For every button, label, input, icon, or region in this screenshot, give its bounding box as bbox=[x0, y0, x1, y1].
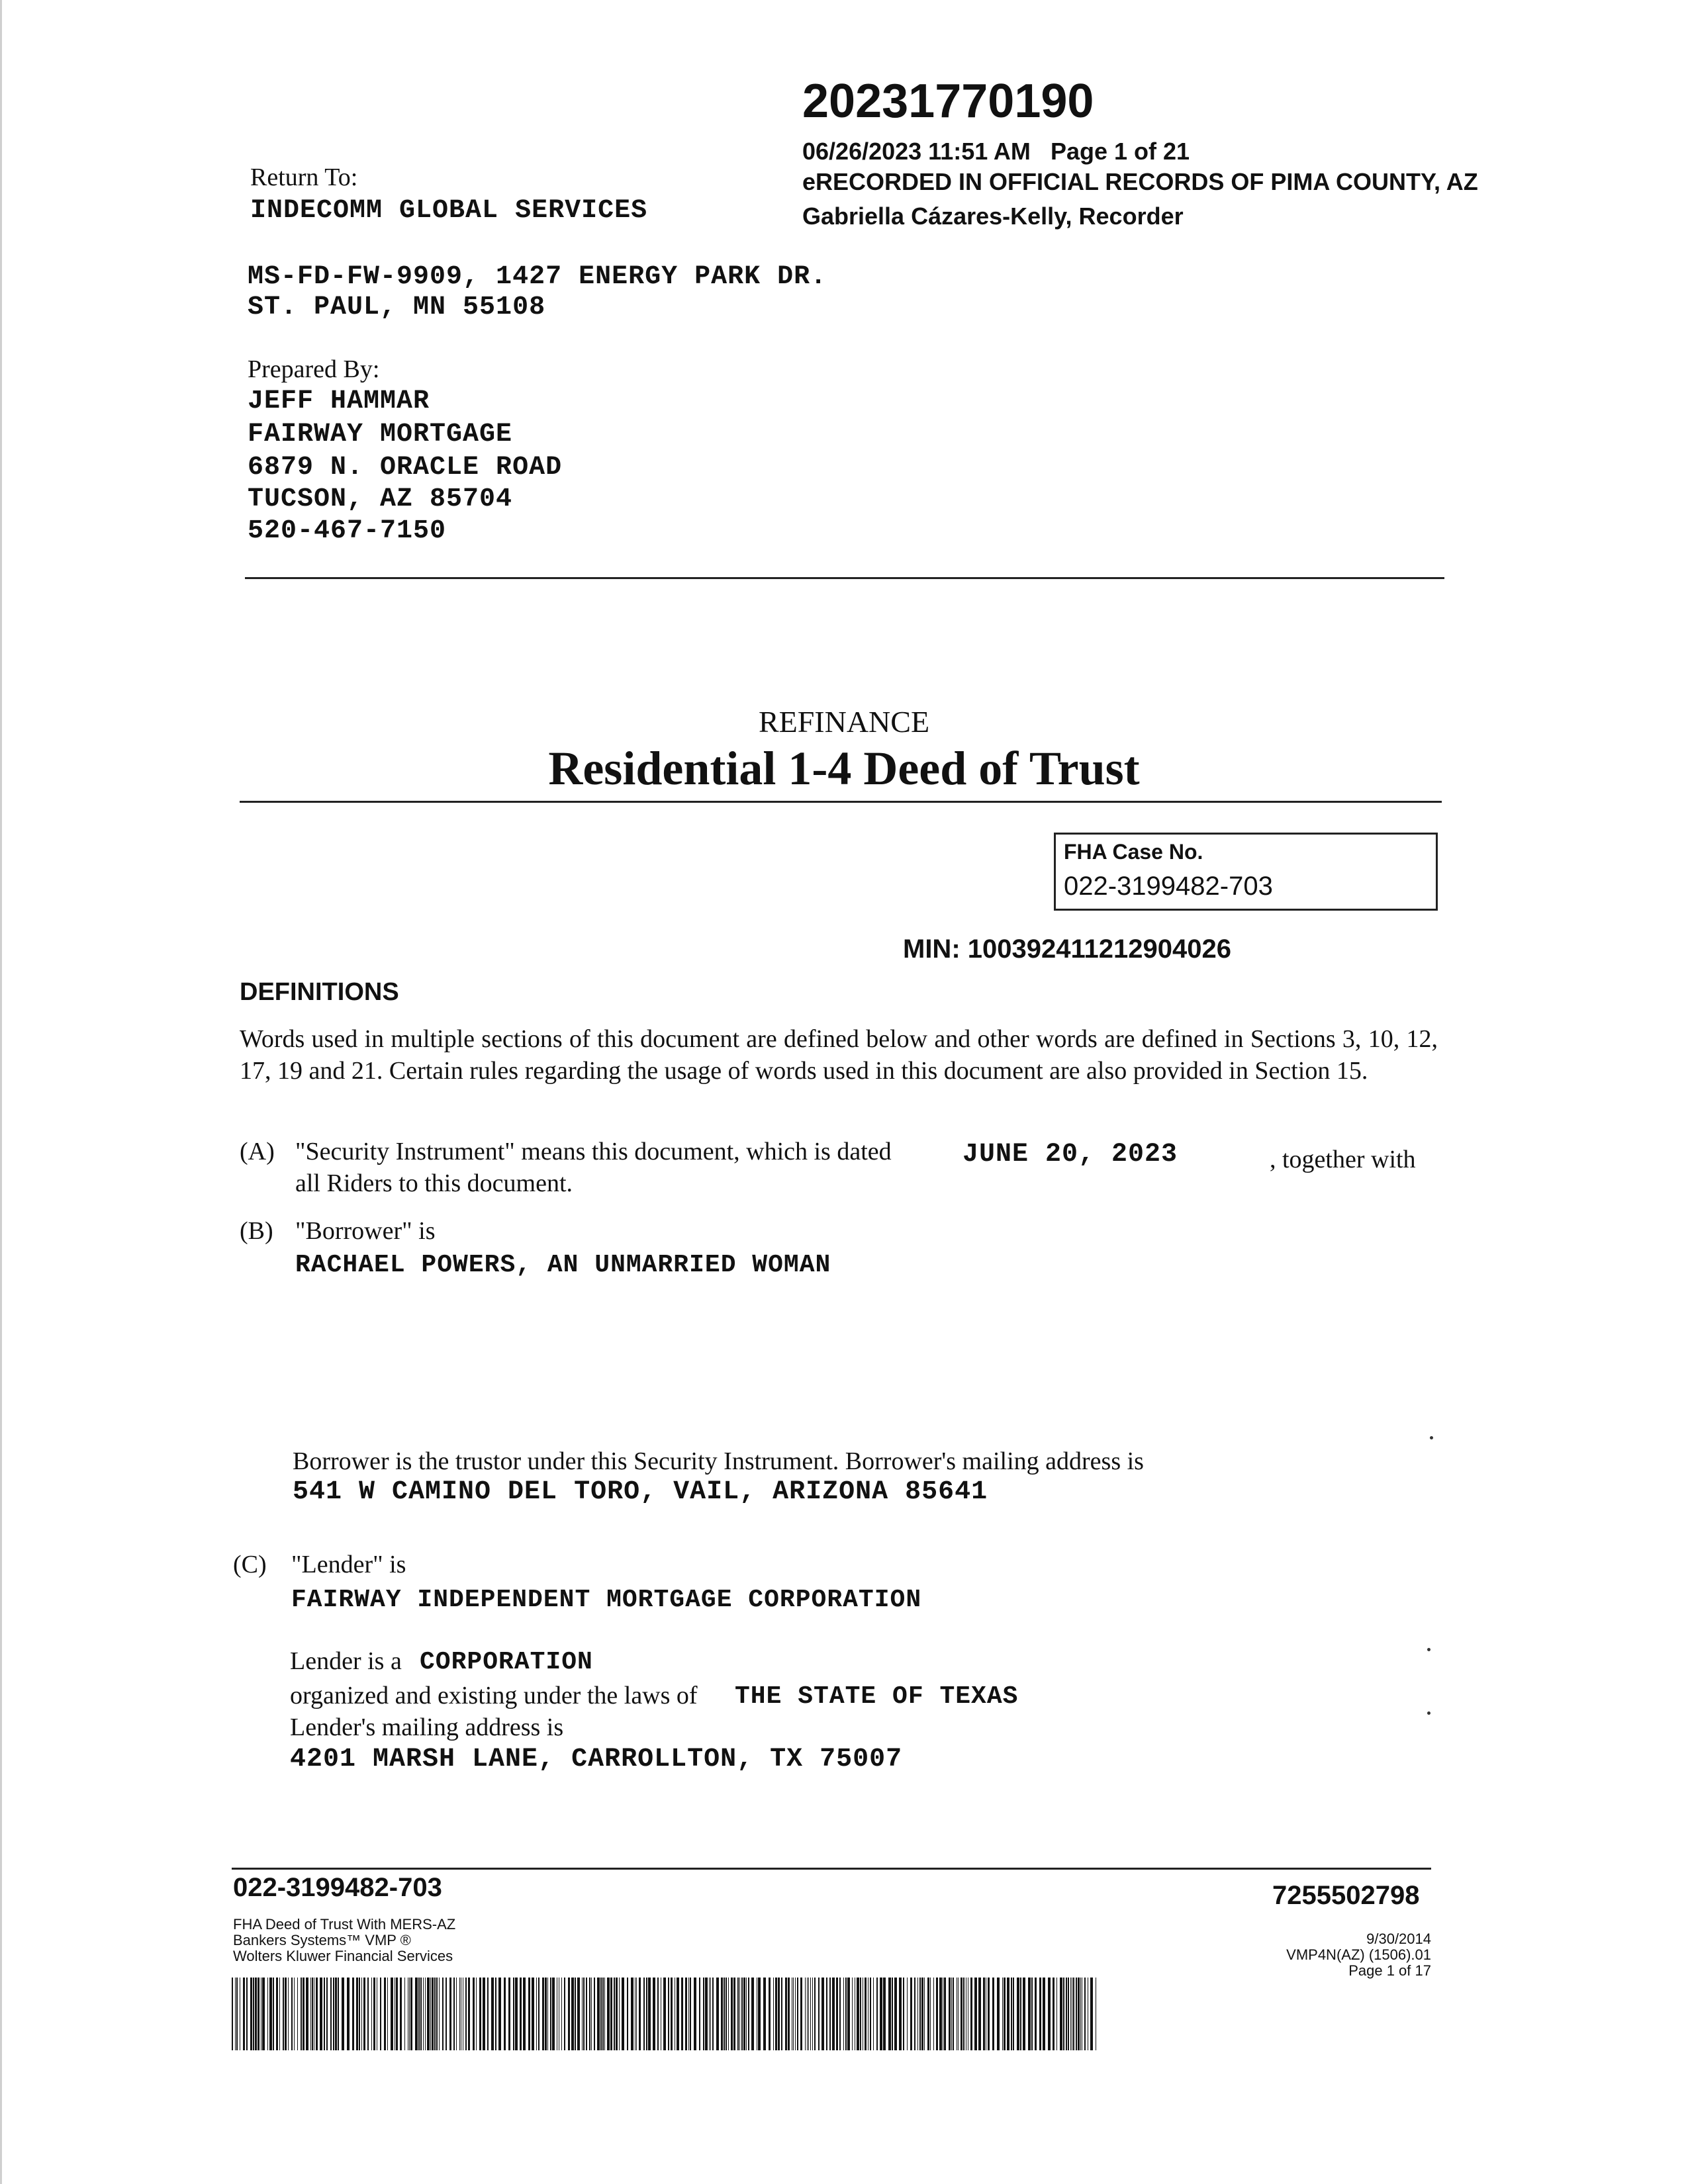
recording-datetime-line bbox=[802, 138, 1190, 165]
footer-form-line1: FHA Deed of Trust With MERS-AZ bbox=[233, 1916, 456, 1933]
footer-form-code: VMP4N(AZ) (1506).01 bbox=[1286, 1946, 1431, 1963]
definitions-intro: Words used in multiple sections of this document are defined below and other words are defined in Sections 3, 10, 12, 17, 19 and 21. Certain rules regarding the usage of words used in this document are also provided in Section 15. bbox=[240, 1025, 1438, 1085]
item-c-letter: (C) bbox=[233, 1551, 267, 1578]
barcode bbox=[232, 1978, 1096, 2050]
footer-form-info bbox=[233, 1917, 455, 1964]
footer-divider bbox=[232, 1868, 1431, 1870]
min-number: MIN: 100392411212904026 bbox=[903, 934, 1231, 964]
fha-case-number: 022-3199482-703 bbox=[1064, 872, 1273, 901]
lender-address: 4201 MARSH LANE, CARROLLTON, TX 75007 bbox=[290, 1745, 903, 1774]
prepared-by-label: Prepared By: bbox=[248, 355, 380, 383]
margin-dot bbox=[1430, 1436, 1433, 1439]
item-a-together: , together with bbox=[1270, 1146, 1416, 1173]
page-edge-line bbox=[0, 0, 2, 2184]
prepared-by-city: TUCSON, AZ 85704 bbox=[248, 484, 513, 514]
recording-statement: eRECORDED IN OFFICIAL RECORDS OF PIMA COUNTY, AZ bbox=[802, 168, 1478, 195]
prepared-by-phone: 520-467-7150 bbox=[248, 516, 447, 546]
lender-name: FAIRWAY INDEPENDENT MORTGAGE CORPORATION bbox=[291, 1586, 922, 1614]
item-a-text: "Security Instrument" means this document, which is dated bbox=[295, 1138, 892, 1165]
item-c-text: "Lender" is bbox=[291, 1551, 406, 1578]
footer-page: Page 1 of 17 bbox=[1348, 1962, 1431, 1979]
footer-loan-number: 7255502798 bbox=[1272, 1881, 1420, 1910]
prepared-by-street: 6879 N. ORACLE ROAD bbox=[248, 453, 563, 482]
recorder-name: Gabriella Cázares-Kelly, Recorder bbox=[802, 203, 1184, 230]
borrower-name: RACHAEL POWERS, AN UNMARRIED WOMAN bbox=[295, 1251, 831, 1279]
recording-datetime: 06/26/2023 11:51 AM bbox=[802, 138, 1031, 165]
item-b-letter: (B) bbox=[240, 1217, 273, 1245]
footer-form-codes bbox=[1165, 1931, 1431, 1979]
item-a-letter: (A) bbox=[240, 1138, 275, 1165]
header-divider bbox=[245, 577, 1444, 579]
fha-case-box bbox=[1054, 833, 1438, 911]
footer-form-line2: Bankers Systems™ VMP ® bbox=[233, 1932, 411, 1948]
definitions-heading: DEFINITIONS bbox=[240, 978, 399, 1006]
lender-mailing-label: Lender's mailing address is bbox=[290, 1713, 564, 1741]
footer-form-date: 9/30/2014 bbox=[1366, 1931, 1431, 1947]
document-title: Residential 1-4 Deed of Trust bbox=[548, 742, 1140, 795]
document-subtitle: REFINANCE bbox=[758, 705, 930, 739]
borrower-trustor-statement: Borrower is the trustor under this Security Instrument. Borrower's mailing address is bbox=[293, 1447, 1144, 1475]
lender-is-a: Lender is a bbox=[290, 1647, 402, 1675]
prepared-by-company: FAIRWAY MORTGAGE bbox=[248, 420, 513, 449]
return-to-label: Return To: bbox=[250, 163, 358, 191]
footer-form-line3: Wolters Kluwer Financial Services bbox=[233, 1948, 453, 1964]
prepared-by-name: JEFF HAMMAR bbox=[248, 387, 430, 416]
footer-case-number: 022-3199482-703 bbox=[233, 1873, 442, 1902]
recording-page: Page 1 of 21 bbox=[1050, 138, 1190, 165]
margin-dot bbox=[1427, 1648, 1430, 1651]
return-to-address2: ST. PAUL, MN 55108 bbox=[248, 293, 546, 322]
item-b-text: "Borrower" is bbox=[295, 1217, 436, 1245]
lender-type: CORPORATION bbox=[420, 1648, 593, 1676]
security-instrument-date: JUNE 20, 2023 bbox=[962, 1140, 1178, 1169]
recording-number: 20231770190 bbox=[802, 75, 1094, 128]
lender-organized: organized and existing under the laws of bbox=[290, 1682, 698, 1709]
return-to-name: INDECOMM GLOBAL SERVICES bbox=[250, 196, 648, 226]
margin-dot bbox=[1427, 1711, 1430, 1715]
fha-case-label: FHA Case No. bbox=[1064, 840, 1203, 864]
lender-state: THE STATE OF TEXAS bbox=[735, 1682, 1019, 1711]
return-to-address1: MS-FD-FW-9909, 1427 ENERGY PARK DR. bbox=[248, 262, 827, 292]
item-a-riders: all Riders to this document. bbox=[295, 1169, 573, 1197]
title-divider bbox=[240, 801, 1442, 803]
borrower-address: 541 W CAMINO DEL TORO, VAIL, ARIZONA 85641 bbox=[293, 1477, 988, 1507]
